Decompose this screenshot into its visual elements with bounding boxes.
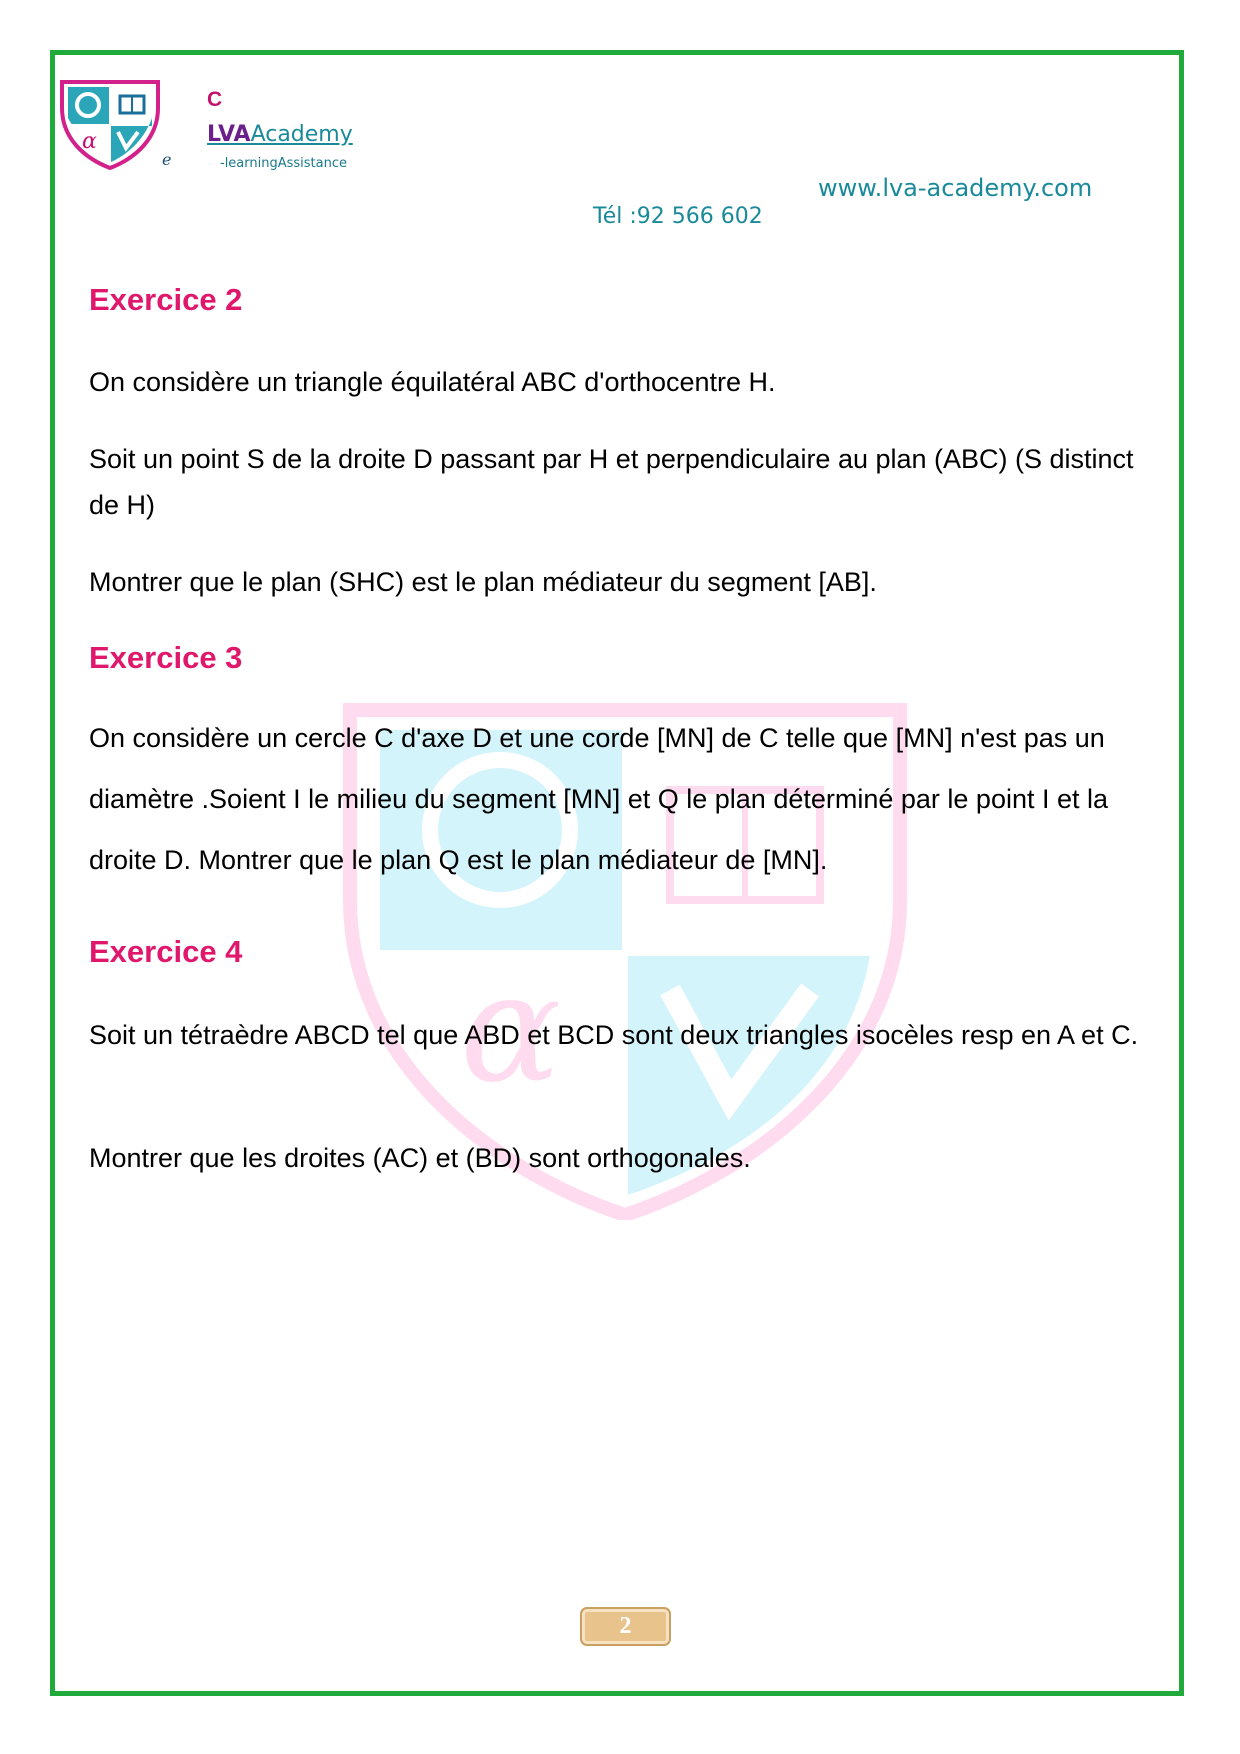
- brand-name-academy: Academy: [250, 122, 353, 147]
- exercise-3-paragraph-1: On considère un cercle C d'axe D et une corde [MN] de C telle que [MN] n'est pas un diamètre .Soient I le milieu du segment [MN] et Q le plan déterminé par le point I et la droite D. Montrer que le plan Q est le plan médiateur de [MN].: [89, 723, 1109, 875]
- logo-letter: e: [162, 150, 172, 169]
- exercise-2-paragraph-2: Soit un point S de la droite D passant par H et perpendiculaire au plan (ABC) (S distinct de H): [89, 444, 1134, 520]
- brand-name-lva: LVA: [207, 122, 251, 147]
- brand-tagline: -learningAssistance: [220, 156, 347, 171]
- brand-letter: C: [207, 88, 223, 111]
- page-number-badge: [580, 1607, 671, 1646]
- exercise-3-title: Exercice 3: [89, 640, 243, 675]
- svg-text:α: α: [82, 129, 97, 154]
- website-link[interactable]: www.lva-academy.com: [818, 174, 1093, 202]
- exercise-2-paragraph-1: On considère un triangle équilatéral ABC d'orthocentre H.: [89, 367, 776, 397]
- exercise-4-paragraph-1: Soit un tétraèdre ABCD tel que ABD et BCD sont deux triangles isocèles resp en A et C.: [89, 1020, 1139, 1050]
- svg-text:α: α: [460, 942, 562, 1116]
- phone-number: Tél :92 566 602: [593, 204, 763, 229]
- exercise-2-title: Exercice 2: [89, 282, 243, 317]
- exercise-4-title: Exercice 4: [89, 934, 243, 969]
- brand-name: [207, 122, 353, 147]
- lva-shield-logo-icon: [58, 78, 162, 170]
- exercise-2-paragraph-3: Montrer que le plan (SHC) est le plan médiateur du segment [AB].: [89, 567, 877, 597]
- exercise-4-paragraph-2: Montrer que les droites (AC) et (BD) sont orthogonales.: [89, 1143, 751, 1173]
- page-number: 2: [619, 1613, 632, 1639]
